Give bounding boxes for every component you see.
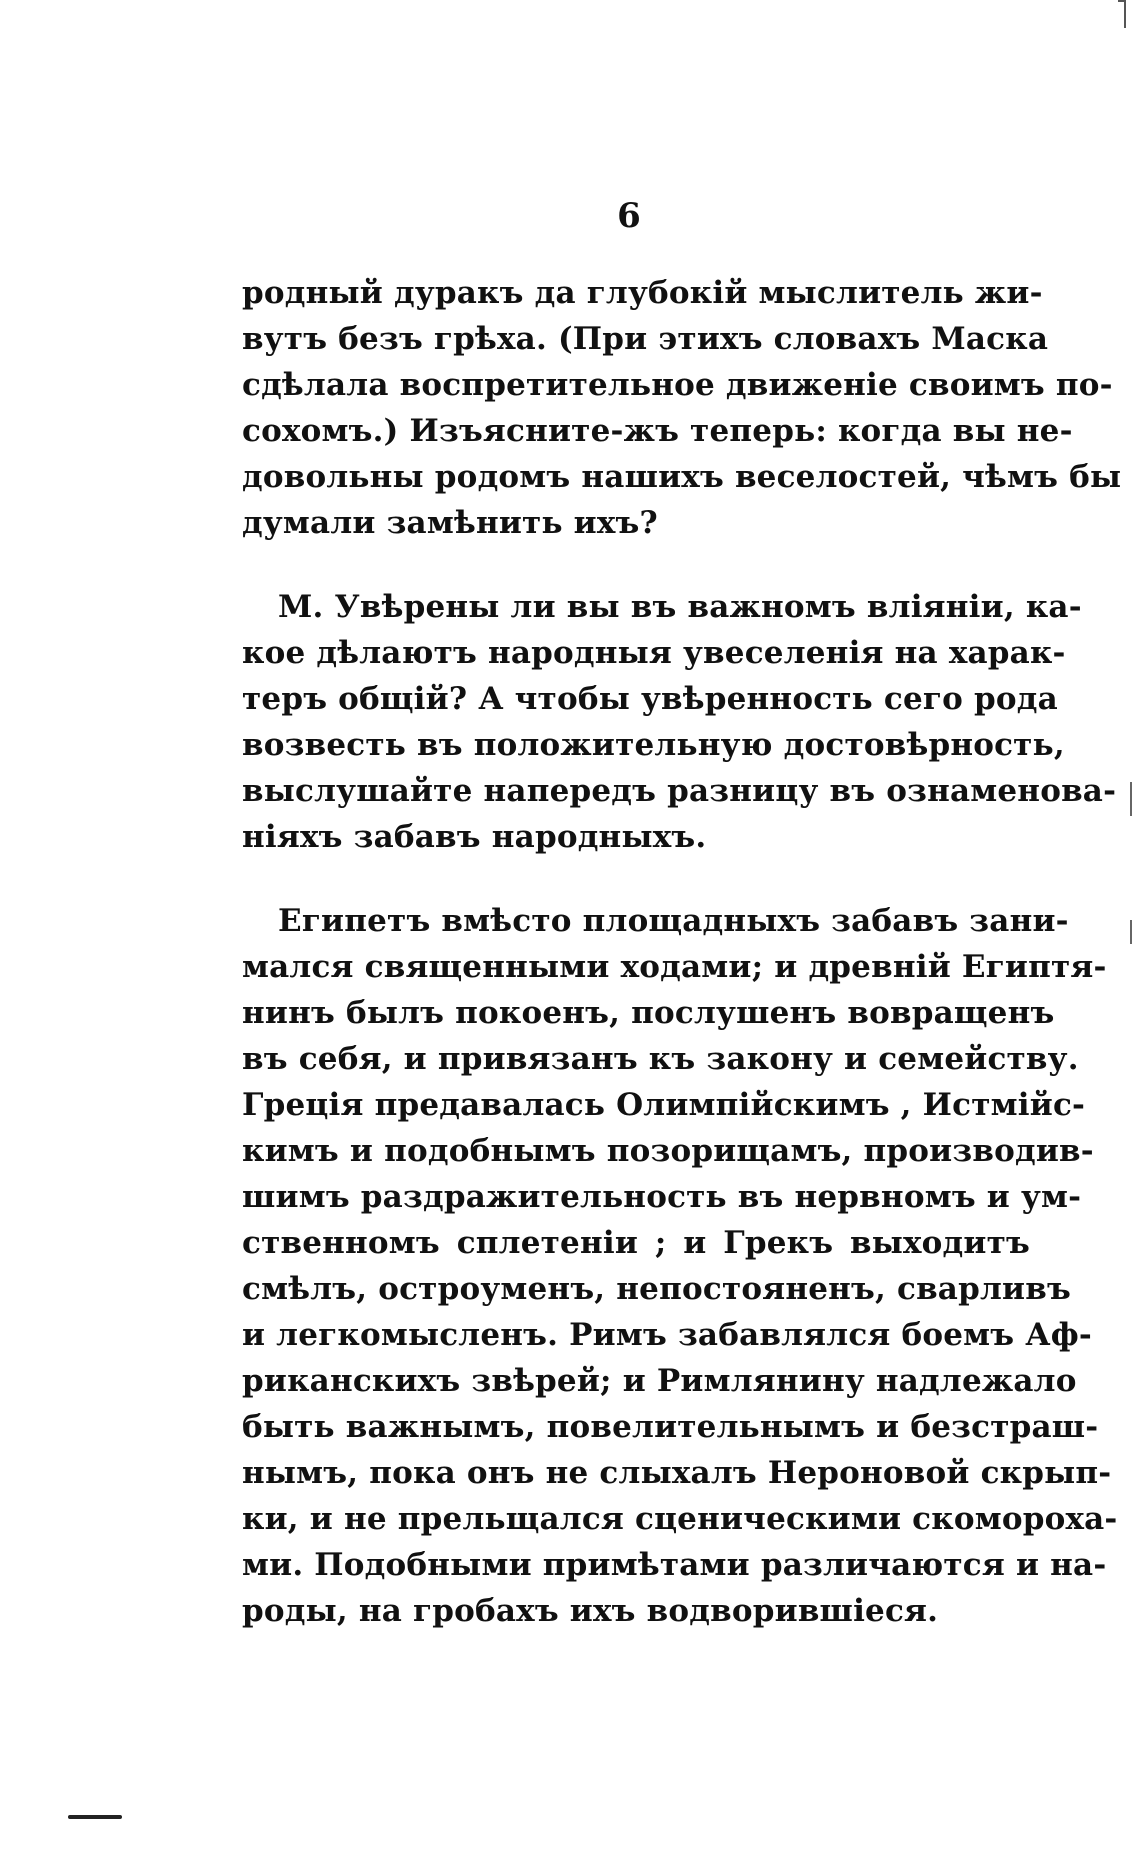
text-line: кое дѣлаютъ народныя увеселенія на харак- xyxy=(242,635,1066,671)
text-line: сохомъ.) Изъясните-жъ теперь: когда вы не- xyxy=(242,413,1073,449)
text-line: довольны родомъ нашихъ веселостей, чѣмъ бы xyxy=(242,459,1122,495)
text-line: М. Увѣрены ли вы въ важномъ вліяніи, ка- xyxy=(278,589,1082,625)
text-line: вутъ безъ грѣха. (При этихъ словахъ Маска xyxy=(242,321,1049,357)
paragraph-2 xyxy=(242,584,1117,860)
text-line: ки, и не прельщался сценическими скомороха- xyxy=(242,1501,1118,1537)
text-line: Египетъ вмѣсто площадныхъ забавъ зани- xyxy=(278,903,1069,939)
paragraph-1 xyxy=(242,270,1122,546)
text-line: ніяхъ забавъ народныхъ. xyxy=(242,819,707,855)
text-line: Греція предавалась Олимпійскимъ , Истмійс- xyxy=(242,1087,1086,1123)
text-line: риканскихъ звѣрей; и Римлянину надлежало xyxy=(242,1363,1077,1399)
paragraph-3 xyxy=(242,898,1118,1634)
scan-ink-smudge xyxy=(68,1815,122,1819)
scan-corner-mark xyxy=(1118,0,1126,28)
text-line: мался священными ходами; и древній Египтя- xyxy=(242,949,1107,985)
text-line: нинъ былъ покоенъ, послушенъ вовращенъ xyxy=(242,995,1055,1031)
text-line: ственномъ сплетеніи ; и Грекъ выходитъ xyxy=(242,1225,1030,1261)
text-line: нымъ, пока онъ не слыхалъ Нероновой скрып- xyxy=(242,1455,1112,1491)
scan-edge-mark xyxy=(1130,782,1132,816)
page-number: 6 xyxy=(617,196,641,236)
text-line: родный дуракъ да глубокій мыслитель жи- xyxy=(242,275,1043,311)
text-line: ми. Подобными примѣтами различаются и на- xyxy=(242,1547,1107,1583)
text-line: быть важнымъ, повелительнымъ и безстраш- xyxy=(242,1409,1099,1445)
text-line: выслушайте напередъ разницу въ ознаменова- xyxy=(242,773,1117,809)
text-line: думали замѣнить ихъ? xyxy=(242,505,658,541)
scan-edge-mark xyxy=(1130,920,1132,944)
text-line: возвесть въ положительную достовѣрность, xyxy=(242,727,1065,763)
text-line: кимъ и подобнымъ позорищамъ, производив- xyxy=(242,1133,1094,1169)
text-line: смѣлъ, остроуменъ, непостояненъ, сварливъ xyxy=(242,1271,1071,1307)
text-line: роды, на гробахъ ихъ водворившіеся. xyxy=(242,1593,939,1629)
text-line: теръ общій? А чтобы увѣренность сего рода xyxy=(242,681,1058,717)
text-line: и легкомысленъ. Римъ забавлялся боемъ Аф- xyxy=(242,1317,1092,1353)
text-line: шимъ раздражительность въ нервномъ и ум- xyxy=(242,1179,1082,1215)
text-line: сдѣлала воспретительное движеніе своимъ по- xyxy=(242,367,1113,403)
text-line: въ себя, и привязанъ къ закону и семейству. xyxy=(242,1041,1079,1077)
body-text xyxy=(242,270,1122,1672)
